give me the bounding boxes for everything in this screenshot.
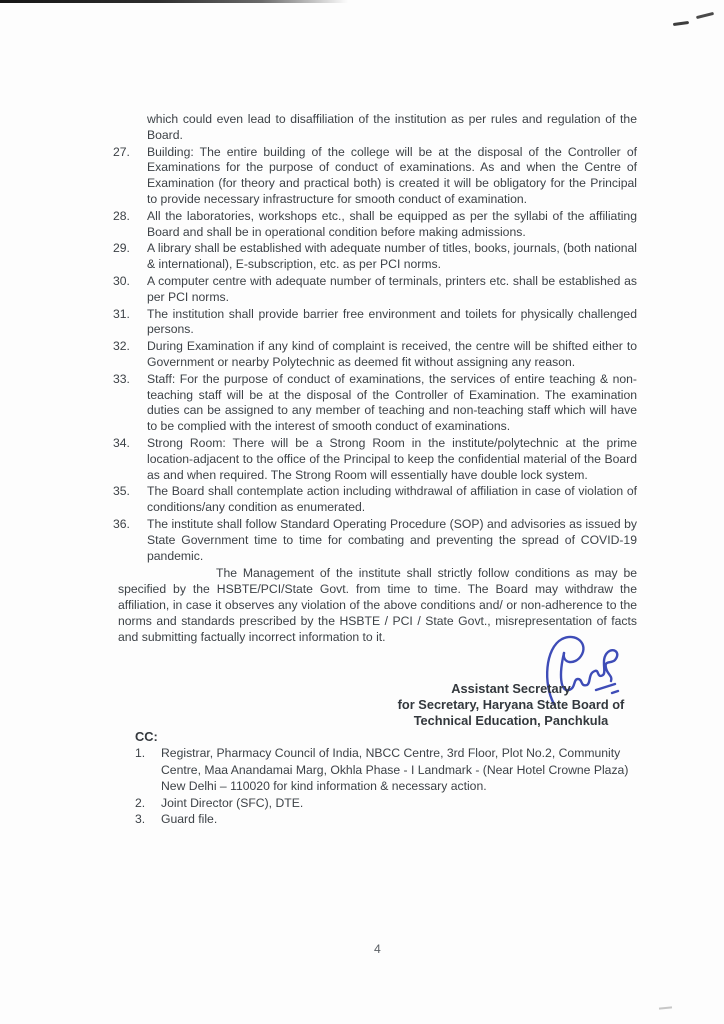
signatory-for-line: for Secretary, Haryana State Board of [397, 696, 625, 712]
cc-item-number: 1. [135, 746, 146, 760]
item-number: 29. [113, 241, 130, 256]
letter-body [113, 112, 637, 645]
numbered-item-33 [113, 372, 637, 435]
item-number: 28. [113, 208, 130, 223]
pen-mark [673, 21, 689, 26]
cc-label: CC: [135, 729, 158, 744]
closing-paragraph: The Management of the institute shall strictly follow conditions as may be specified by the HSBTE/PCI/State Govt. from time to time. The Board may withdraw the affiliation, in case it observes any violation of the above conditions and/ or non-adherence to the norms and standards prescribed by the HSBTE / PCI / State Govt., misrepresentation of facts and submitting factually incorrect information to it. [118, 566, 637, 644]
cc-item-text: Joint Director (SFC), DTE. [161, 795, 304, 810]
item-number: 32. [113, 339, 130, 354]
item-number: 31. [113, 306, 130, 321]
item-text: The institute shall follow Standard Operating Procedure (SOP) and advisories as issued by State Government time to time for combating and preventing the spread of COVID-19 pandemic. [147, 516, 637, 563]
cc-item-number: 2. [135, 795, 146, 810]
cc-item-text: Guard file. [161, 812, 218, 826]
signature-block [383, 681, 639, 728]
scan-smudge [659, 1006, 672, 1009]
cc-section [135, 729, 643, 828]
page-number: 4 [374, 942, 381, 956]
numbered-item-28 [113, 209, 637, 241]
scan-edge-artifact [0, 0, 348, 3]
item-text: The institution shall provide barrier free environment and toilets for physically challenged persons. [147, 306, 637, 337]
signatory-org-line: Technical Education, Panchkula [413, 712, 609, 728]
signatory-title: Assistant Secretary [451, 681, 571, 696]
cc-item-1 [135, 745, 643, 795]
numbered-item-35 [113, 484, 637, 516]
numbered-item-34 [113, 436, 637, 483]
item-number: 33. [113, 371, 130, 386]
numbered-item-30 [113, 274, 637, 306]
item-number: 35. [113, 484, 130, 499]
item-text: The Board shall contemplate action including withdrawal of affiliation in case of violation of conditions/any condition as enumerated. [147, 484, 637, 515]
item-text: All the laboratories, workshops etc., shall be equipped as per the syllabi of the affiliating Board and shall be in operational condition before making admissions. [147, 208, 637, 239]
item-number: 30. [113, 273, 130, 288]
item-text: A library shall be established with adequate number of titles, books, journals, (both national & international), E-subscription, etc. as per PCI norms. [147, 241, 637, 272]
cc-item-text: Registrar, Pharmacy Council of India, NBCC Centre, 3rd Floor, Plot No.2, Community Centre, Maa Anandamai Marg, Okhla Phase - I Landmark - (Near Hotel Crowne Plaza) New Delhi – 110020 for kind information & necessary action. [161, 746, 629, 793]
pen-mark [696, 12, 714, 19]
item-number: 34. [113, 435, 130, 450]
numbered-item-32 [113, 339, 637, 371]
cc-item-number: 3. [135, 812, 146, 826]
cc-item-2 [135, 795, 643, 812]
item-number: 36. [113, 516, 130, 531]
cc-item-3 [135, 811, 643, 828]
numbered-item-36 [113, 517, 637, 564]
numbered-item-31 [113, 307, 637, 339]
item-text: Staff: For the purpose of conduct of examinations, the services of entire teaching & non-teaching staff will be at the disposal of the Controller of Examination. The examination duties can be assigned to any member of teaching and non-teaching staff which will have to be complied with the interest of smooth conduct of examinations. [147, 371, 637, 434]
paragraph-continuation: which could even lead to disaffiliation of the institution as per rules and regulation of the Board. [147, 112, 637, 142]
item-text: Strong Room: There will be a Strong Room in the institute/polytechnic at the prime location-adjacent to the office of the Principal to keep the confidential material of the Board as and when required. The Strong Room will essentially have double lock system. [147, 435, 637, 482]
numbered-item-29 [113, 241, 637, 273]
item-number: 27. [113, 144, 130, 159]
item-text: During Examination if any kind of complaint is received, the centre will be shifted either to Government or nearby Polytechnic as deemed fit without assigning any reason. [147, 339, 637, 369]
numbered-item-27 [113, 145, 637, 208]
item-text: Building: The entire building of the college will be at the disposal of the Controller of Examinations for the purpose of conduct of examinations. As and when the Centre of Examination (for theory and practical both) is created it will be obligatory for the Principal to provide necessary infrastructure for smooth conduct of examination. [147, 144, 637, 206]
item-text: A computer centre with adequate number of terminals, printers etc. shall be established as per PCI norms. [147, 273, 637, 304]
